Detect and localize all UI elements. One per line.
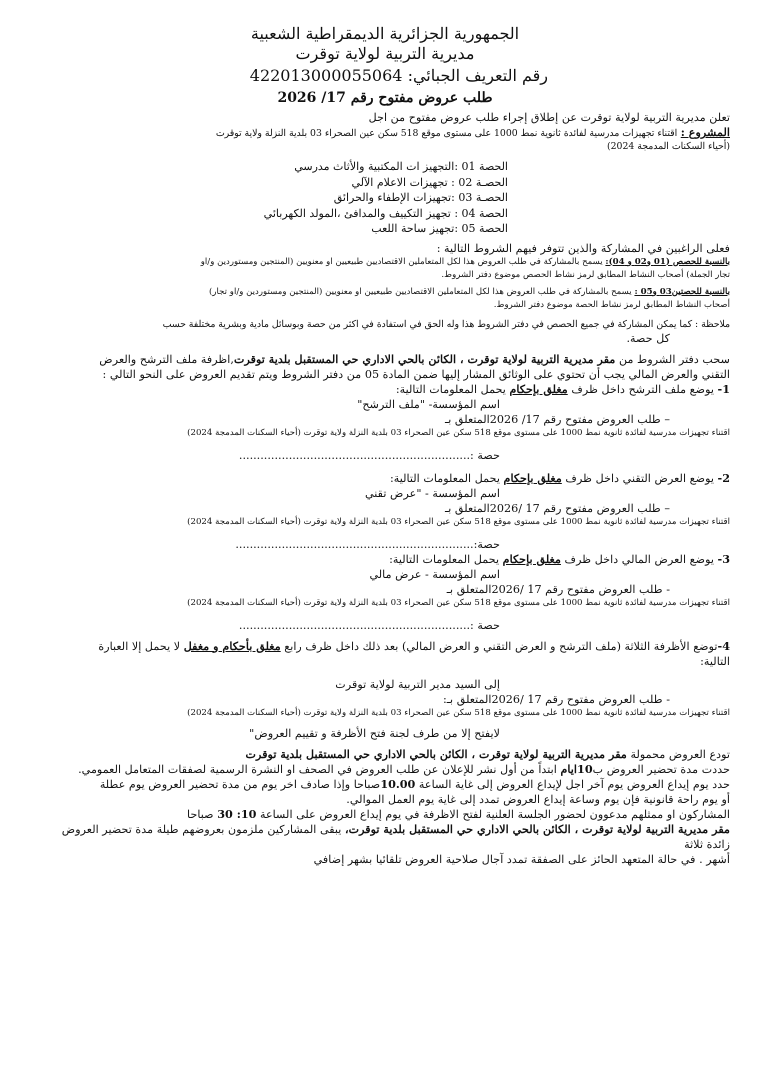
lot-item: الحصـة 03 :تجهيزات الإطفاء والحرائق: [333, 191, 508, 204]
envelope-3-num: 3-: [717, 551, 730, 566]
envelope-2-closed: مغلق بإحكام: [503, 470, 562, 485]
envelope-1-num: 1-: [717, 381, 730, 396]
envelope-1-ref: – طلب العروض مفتوح رقم 17/ 2026المتعلق بـ: [444, 412, 670, 426]
envelope-1-name: اسم المؤسسة- "ملف الترشح": [357, 397, 500, 411]
envelope-1-pre: يوضع ملف الترشح داخل ظرف: [571, 382, 714, 396]
envelope-2-num: 2-: [717, 470, 730, 485]
condition-2-text: يسمح بالمشاركة في طلب العروض هذا لكل المتعاملين الاقتصاديين طبيعيين او معنويين (المنتجين ومستوردين و/او تجار): [209, 286, 632, 297]
lot-item: الحصـة 02 : تجهيزات الاعلام الآلي: [351, 175, 508, 189]
conditions-intro: فعلى الراغبين في المشاركة والذين تتوفر فيهم الشروط التالية :: [436, 241, 730, 255]
validity-line: أشهر . في حالة المتعهد الحائز على الصفقة تمدد آجال صلاحية العروض تلقائيا بشهر إضافي: [313, 852, 730, 866]
session-mid: صباحا: [187, 807, 214, 821]
condition-1-text: يسمح بالمشاركة في طلب العروض هذا لكل المتعاملين الاقتصاديين طبيعيين او معنويين (المنتجين ومستوردين و/او: [200, 256, 603, 267]
condition-1-cont: تجار الجملة) أصحاب النشاط المطابق لرمز نشاط الحصص موضوع دفتر الشروط.: [441, 269, 730, 280]
envelope-4-post: لا يحمل إلا العبارة: [98, 639, 181, 653]
deposit-line: [40, 747, 730, 762]
deadline-line: [40, 777, 730, 792]
deadline-post: صباحا وإذا صادف اخر يوم من مدة تحضير العروض يوم عطلة: [99, 777, 381, 791]
lot-item: الحصة 01 :التجهيز ات المكتبية والأثاث مدرسي: [294, 160, 508, 173]
envelope-2: [40, 471, 730, 486]
period-days: 10ايام: [560, 761, 593, 776]
envelope-4-cont: التالية:: [700, 654, 730, 668]
holiday-line: أو يوم راحة قانونية فإن يوم وساعة إيداع العروض تمدد إلى غاية يوم العمل الموالي.: [346, 792, 730, 806]
condition-2: [40, 286, 730, 299]
envelope-1-acq: اقتناء تجهيزات مدرسية لفائدة ثانوية نمط 1000 على مستوى موقع 518 سكن عين الصحراء 03 بلدية النزلة ولاية توقرت (أحياء السكنات المدمجة 2024): [187, 427, 730, 438]
session-time: 10: 30: [217, 806, 257, 821]
envelope-4-closed: مغلق بأحكام و مغفل: [183, 638, 281, 653]
envelope-2-post: يحمل المعلومات التالية:: [389, 471, 500, 485]
envelope-2-ref: – طلب العروض مفتوح رقم 17 /2026المتعلق بـ: [444, 501, 670, 515]
condition-1: [40, 256, 730, 269]
withdraw-pre: سحب دفتر الشروط من: [618, 352, 730, 366]
note-cont: كل حصة.: [626, 331, 670, 345]
envelope-4-acq: اقتناء تجهيزات مدرسية لفائدة ثانوية نمط 1000 على مستوى موقع 518 سكن عين الصحراء 03 بلدية النزلة ولاية توقرت (أحياء السكنات المدمجة 2024): [187, 707, 730, 718]
withdraw-place: مقر مديرية التربية لولاية توقرت ، الكائن بالحي الاداري حي المستقبل بلدية توقرت: [233, 351, 616, 366]
envelope-1: [40, 382, 730, 397]
envelope-1-post: يحمل المعلومات التالية:: [395, 382, 506, 396]
envelope-4-to: إلى السيد مدير التربية لولاية توقرت: [335, 677, 500, 691]
session-post: يبقى المشاركين ملزمون بعروضهم طيلة مدة تحضير العروض زائدة ثلاثة: [61, 822, 730, 851]
lots-list: [40, 159, 730, 237]
envelope-1-closed: مغلق بإحكام: [509, 381, 568, 396]
envelope-3-post: يحمل المعلومات التالية:: [389, 552, 500, 566]
tax-id-label: رقم التعريف الجبائي:: [407, 66, 548, 85]
envelope-4-ref: - طلب العروض مفتوح رقم 17 /2026المتعلق بـ:: [443, 692, 670, 706]
project-line: [40, 125, 730, 140]
project-text: اقتناء تجهيزات مدرسية لفائدة ثانوية نمط 1000 على مستوى موقع 518 سكن عين الصحراء 03 بلدية النزلة ولاية توقرت: [215, 128, 678, 139]
directorate-heading: مديرية التربية لولاية توقرت: [295, 44, 475, 63]
tax-id-value: 422013000055064: [249, 66, 403, 85]
period-pre: حددت مدة تحضير العروض ب: [592, 762, 730, 776]
envelope-3: [40, 552, 730, 567]
republic-heading: الجمهورية الجزائرية الديمقراطية الشعبية: [250, 24, 520, 43]
envelope-4-num: 4-: [717, 638, 730, 653]
session-line-2: [40, 822, 730, 852]
envelope-2-pre: يوضع العرض التقني داخل ظرف: [565, 471, 714, 485]
deposit-place: مقر مديرية التربية لولاية توقرت ، الكائن بالحي الاداري حي المستقبل بلدية توقرت: [245, 746, 627, 761]
envelope-4-warning: لايفتح إلا من طرف لجنة فتح الأظرفة و تقييم العروض": [249, 726, 500, 740]
note: ملاحظة : كما يمكن المشاركة في جميع الحصص في دفتر الشروط هذا وله الحق في استفادة في اكثر من حصة وبوسائل مادية وبشرية مختلفة حسب: [162, 318, 730, 330]
project-label: المشروع :: [680, 125, 730, 139]
condition-2-label: بالنسبة للحصتين03 و05 :: [634, 286, 730, 297]
session-place: مقر مديرية التربية لولاية توقرت ، الكائن بالحي الاداري حي المستقبل بلدية توقرت،: [344, 821, 730, 836]
envelope-3-ref: - طلب العروض مفتوح رقم 17 /2026المتعلق بـ: [446, 582, 670, 596]
envelope-2-acq: اقتناء تجهيزات مدرسية لفائدة ثانوية نمط 1000 على مستوى موقع 518 سكن عين الصحراء 03 بلدية النزلة ولاية توقرت (أحياء السكنات المدمجة 2024): [187, 516, 730, 527]
withdraw-line-2: التقني والعرض المالي يجب أن تحتوي على الوثائق المشار إليها ضمن المادة 05 من دفتر الشروط ويتم تقديم العروض على النحو التالي :: [102, 367, 730, 381]
withdraw-line: [40, 352, 730, 367]
project-note: (أحياء السكنات المدمجة 2024): [606, 141, 730, 152]
envelope-4: [40, 639, 730, 654]
lot-item: الحصة 04 : تجهيز التكييف والمدافئ ،المولد الكهربائي: [263, 206, 508, 220]
deadline-time: 10.00: [380, 776, 416, 791]
condition-1-label: بالنسبة للحصص (01 و02 و 04):: [605, 256, 730, 267]
envelope-3-closed: مغلق بإحكام: [502, 551, 561, 566]
envelope-1-lot: حصة :.................................................................: [238, 448, 500, 462]
envelope-3-lot: حصة :.................................................................: [238, 618, 500, 632]
envelope-2-name: اسم المؤسسة - "عرض تقني: [364, 486, 500, 500]
tender-notice: [40, 24, 730, 867]
session-pre: المشاركون او ممثلهم مدعوون لحضور الجلسة العلنية لفتح الاظرفة في يوم إيداع العروض على الساعة: [259, 807, 730, 821]
withdraw-post: ,اظرفة ملف الترشح والعرض: [99, 352, 234, 366]
deadline-pre: حدد يوم إيداع العروض يوم آخر اجل لإيداع العروض إلى غاية الساعة: [418, 777, 730, 791]
envelope-3-name: اسم المؤسسة - عرض مالي: [369, 567, 500, 581]
announcement: تعلن مديرية التربية لولاية توقرت عن إطلاق إجراء طلب عروض مفتوح من اجل: [368, 111, 730, 124]
period-post: ابتداً من أول نشر للإعلان عن طلب العروض في الصحف او النشرة الرسمية لصفقات المتعامل العمومي.: [78, 762, 557, 776]
period-line: [40, 762, 730, 777]
envelope-4-pre: توضع الأظرفة الثلاثة (ملف الترشح و العرض التقني و العرض المالي) بعد ذلك داخل ظرف رابع: [284, 639, 718, 653]
envelope-3-pre: يوضع العرض المالي داخل ظرف: [564, 552, 714, 566]
lot-item: الحصة 05 :تجهيز ساحة اللعب: [371, 222, 508, 235]
tax-id-line: [40, 66, 548, 86]
condition-2-cont: أصحاب النشاط المطابق لرمز نشاط الحصة موضوع دفتر الشروط.: [493, 299, 730, 310]
envelope-2-lot: حصة:...................................................................: [235, 537, 500, 551]
session-line: [40, 807, 730, 822]
tender-title: طلب عروض مفتوح رقم 17/ 2026: [277, 90, 493, 106]
envelope-3-acq: اقتناء تجهيزات مدرسية لفائدة ثانوية نمط 1000 على مستوى موقع 518 سكن عين الصحراء 03 بلدية النزلة ولاية توقرت (أحياء السكنات المدمجة 2024): [187, 597, 730, 608]
deposit-pre: تودع العروض محمولة: [630, 747, 730, 761]
